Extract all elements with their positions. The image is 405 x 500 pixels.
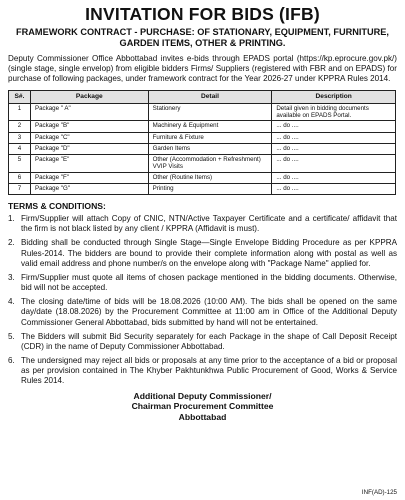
cell-description: ... do .... (272, 183, 396, 194)
table-row (9, 154, 396, 172)
cell-package: Package "B" (30, 121, 148, 132)
cell-description: ... do .... (272, 154, 396, 172)
cell-package: Package "G" (30, 183, 148, 194)
terms-heading: TERMS & CONDITIONS: (8, 201, 106, 212)
term-item (8, 238, 397, 269)
header-package: Package (30, 90, 148, 103)
cell-package: Package "C" (30, 132, 148, 143)
signature-block (8, 391, 397, 423)
term-number: 4. (8, 297, 15, 307)
cell-detail: Printing (148, 183, 272, 194)
terms-list (8, 214, 397, 386)
signature-line-3: Abbottabad (178, 411, 227, 422)
term-text: Firm/Supplier must quote all items of chosen package mentioned in the bidding documents. Otherwise, bid will not be accepted. (21, 272, 397, 293)
cell-detail: Garden Items (148, 143, 272, 154)
cell-detail: Stationery (148, 103, 272, 121)
term-text: Firm/Supplier will attach Copy of CNIC, NTN/Active Taxpayer Certificate and a certificate/ affidavit that the firm is not black listed by any client / KPPRA (Affidavit is must). (21, 214, 397, 234)
term-item (8, 297, 397, 328)
cell-package: Package " A" (30, 103, 148, 121)
term-item (8, 273, 397, 294)
term-number: 6. (8, 355, 15, 365)
cell-sno: 2 (9, 121, 31, 132)
table-row (9, 103, 396, 121)
cell-sno: 6 (9, 172, 31, 183)
cell-description: ... do .... (272, 121, 396, 132)
term-item (8, 332, 397, 353)
table-header-row (9, 90, 396, 103)
term-text: Bidding shall be conducted through Single Stage—Single Envelope Bidding Procedure as per KPPRA Rules-2014. The bidders are bound to provide their complete information along with postal as well as valid email address and phone number/s on the envelope along with "Package Name" applied for. (21, 238, 397, 268)
term-item (8, 356, 397, 387)
intro-paragraph: Deputy Commissioner Office Abbottabad invites e-bids through EPADS portal (https://kp.eprocure.gov.pk/) (single stage, single envelop) from eligible bidders Firms/ Suppliers (registered with FBR and on EPADS) for purchase of following packages, under framework contract for the Year 2026-27 under KPPRA Rules 2014. (8, 54, 397, 84)
term-text: The closing date/time of bids will be 18.08.2026 (10:00 AM). The bids shall be opened on the same day/date (18.08.2026) by the Procurement Committee at 11:00 am in Office of the Additional Deputy Commissioner General Abbottabad, bids submitted by hand will not be entertained. (21, 297, 397, 327)
header-sno: S#. (9, 90, 31, 103)
cell-sno: 7 (9, 183, 31, 194)
table-row (9, 172, 396, 183)
subtitle: FRAMEWORK CONTRACT - PURCHASE: OF STATIONARY, EQUIPMENT, FURNITURE, GARDEN ITEMS, OTHER & PRINTING. (16, 27, 389, 48)
cell-description: ... do .... (272, 143, 396, 154)
term-item (8, 214, 397, 235)
term-number: 1. (8, 214, 15, 224)
cell-description: Detail given in bidding documents available on EPADS Portal. (272, 103, 396, 121)
table-row (9, 143, 396, 154)
table-row (9, 132, 396, 143)
term-number: 5. (8, 331, 15, 341)
table-row (9, 183, 396, 194)
term-number: 2. (8, 238, 15, 248)
term-number: 3. (8, 272, 15, 282)
term-text: The undersigned may reject all bids or proposals at any time prior to the acceptance of a bid or proposal as per provision contained in The Khyber Pakhtunkhwa Public Procurement of Good, Works & Service Rules 2014. (21, 355, 397, 386)
cell-sno: 3 (9, 132, 31, 143)
cell-sno: 5 (9, 154, 31, 172)
reference-code: INF(AD)-125 (361, 489, 397, 496)
packages-table (8, 90, 396, 196)
cell-package: Package "E" (30, 154, 148, 172)
header-detail: Detail (148, 90, 272, 103)
page-title: INVITATION FOR BIDS (IFB) (85, 4, 320, 24)
signature-line-1: Additional Deputy Commissioner/ (133, 390, 272, 401)
cell-description: ... do .... (272, 132, 396, 143)
cell-detail: Other (Accommodation + Refreshment) VVIP Visits (148, 154, 272, 172)
cell-description: ... do .... (272, 172, 396, 183)
cell-package: Package "F" (30, 172, 148, 183)
signature-line-2: Chairman Procurement Committee (131, 401, 274, 412)
cell-detail: Machinery & Equipment (148, 121, 272, 132)
cell-sno: 4 (9, 143, 31, 154)
term-text: The Bidders will submit Bid Security separately for each Package in the shape of Call Deposit Receipt (CDR) in the name of Deputy Commissioner Abbottabad. (21, 331, 397, 351)
cell-sno: 1 (9, 103, 31, 121)
table-row (9, 121, 396, 132)
header-description: Description (272, 90, 396, 103)
cell-detail: Other (Routine Items) (148, 172, 272, 183)
cell-package: Package "D" (30, 143, 148, 154)
cell-detail: Furniture & Fixture (148, 132, 272, 143)
